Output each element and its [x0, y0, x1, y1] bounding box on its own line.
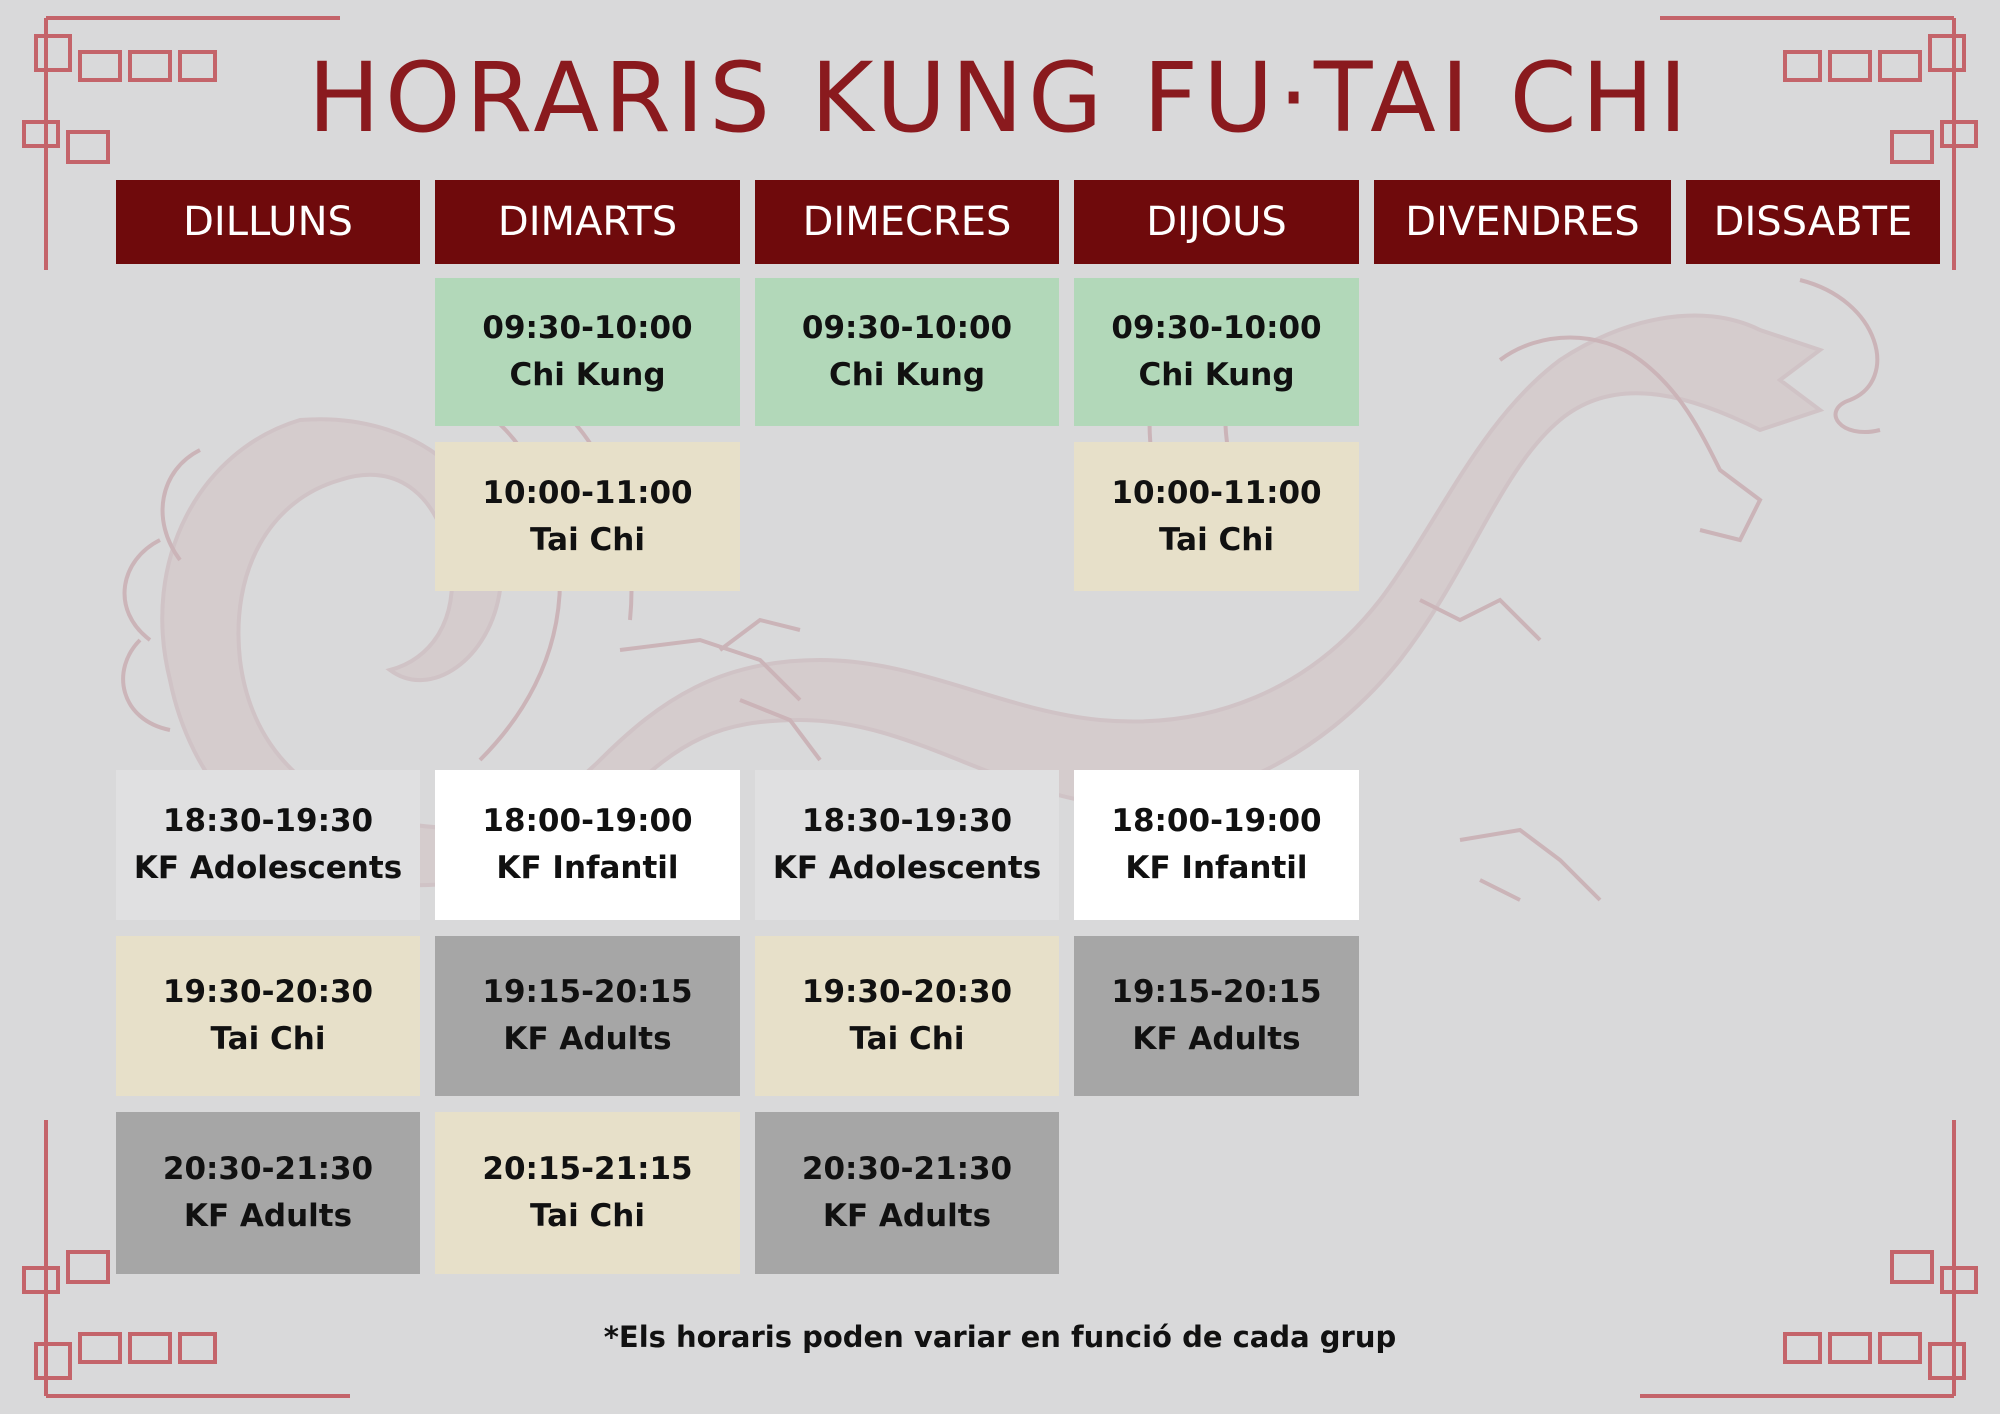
class-time: 18:30-19:30 — [801, 803, 1013, 839]
class-name: KF Adults — [503, 1021, 672, 1057]
day-header-divendres: DIVENDRES — [1374, 180, 1671, 264]
class-time: 19:15-20:15 — [482, 974, 693, 1010]
page-title: HORARIS KUNG FU·TAI CHI — [307, 42, 1693, 154]
class-name: KF Adolescents — [772, 850, 1042, 886]
class-name: Tai Chi — [530, 521, 645, 558]
class-time: 10:00-11:00 — [482, 474, 693, 511]
schedule-cell-dijous-kf-infantil — [1074, 770, 1359, 920]
class-name: KF Adults — [183, 1198, 353, 1234]
class-name: Chi Kung — [509, 357, 666, 393]
class-time: 10:00-11:00 — [1111, 474, 1322, 511]
class-time: 19:15-20:15 — [1111, 974, 1322, 1010]
class-name: Tai Chi — [1159, 521, 1274, 558]
class-time: 09:30-10:00 — [1111, 310, 1322, 346]
class-name: Tai Chi — [530, 1198, 645, 1234]
schedule-cell-dimarts-chi-kung — [435, 278, 740, 426]
class-name: KF Infantil — [1125, 850, 1308, 886]
class-name: Chi Kung — [828, 357, 986, 393]
day-header-dimarts: DIMARTS — [435, 180, 740, 264]
schedule-cell-dilluns-kf-adolescents — [116, 770, 420, 920]
day-header-dissabte: DISSABTE — [1686, 180, 1940, 264]
class-time: 19:30-20:30 — [801, 974, 1013, 1010]
class-time: 19:30-20:30 — [162, 974, 374, 1010]
schedule-cell-dijous-chi-kung — [1074, 278, 1359, 426]
class-name: Tai Chi — [849, 1021, 965, 1057]
day-header-dijous: DIJOUS — [1074, 180, 1359, 264]
class-time: 09:30-10:00 — [482, 310, 693, 346]
day-header-dimecres: DIMECRES — [755, 180, 1059, 264]
schedule-cell-dijous-tai-chi — [1074, 442, 1359, 591]
class-time: 18:00-19:00 — [482, 803, 693, 839]
schedule-cell-dimarts-tai-chi-evening — [435, 1112, 740, 1274]
class-time: 20:30-21:30 — [162, 1151, 374, 1187]
class-name: Chi Kung — [1138, 357, 1295, 393]
schedule-cell-dimarts-kf-adults — [435, 936, 740, 1096]
schedule-cell-dimarts-tai-chi — [435, 442, 740, 591]
class-time: 09:30-10:00 — [801, 310, 1013, 346]
schedule-cell-dilluns-tai-chi — [116, 936, 420, 1096]
class-time: 18:00-19:00 — [1111, 803, 1322, 839]
class-name: KF Infantil — [496, 850, 679, 886]
schedule-cell-dijous-kf-adults — [1074, 936, 1359, 1096]
class-name: Tai Chi — [210, 1021, 326, 1057]
class-time: 18:30-19:30 — [162, 803, 374, 839]
schedule-cell-dilluns-kf-adults — [116, 1112, 420, 1274]
class-time: 20:15-21:15 — [482, 1151, 693, 1187]
schedule-cell-dimecres-kf-adolescents — [755, 770, 1059, 920]
class-name: KF Adolescents — [133, 850, 403, 886]
class-name: KF Adults — [1132, 1021, 1301, 1057]
day-header-dilluns: DILLUNS — [116, 180, 420, 264]
schedule-cell-dimecres-tai-chi — [755, 936, 1059, 1096]
class-name: KF Adults — [822, 1198, 992, 1234]
schedule-cell-dimecres-kf-adults — [755, 1112, 1059, 1274]
class-time: 20:30-21:30 — [801, 1151, 1013, 1187]
schedule-footnote: *Els horaris poden variar en funció de cada grup — [603, 1320, 1397, 1354]
schedule-cell-dimarts-kf-infantil — [435, 770, 740, 920]
schedule-cell-dimecres-chi-kung — [755, 278, 1059, 426]
